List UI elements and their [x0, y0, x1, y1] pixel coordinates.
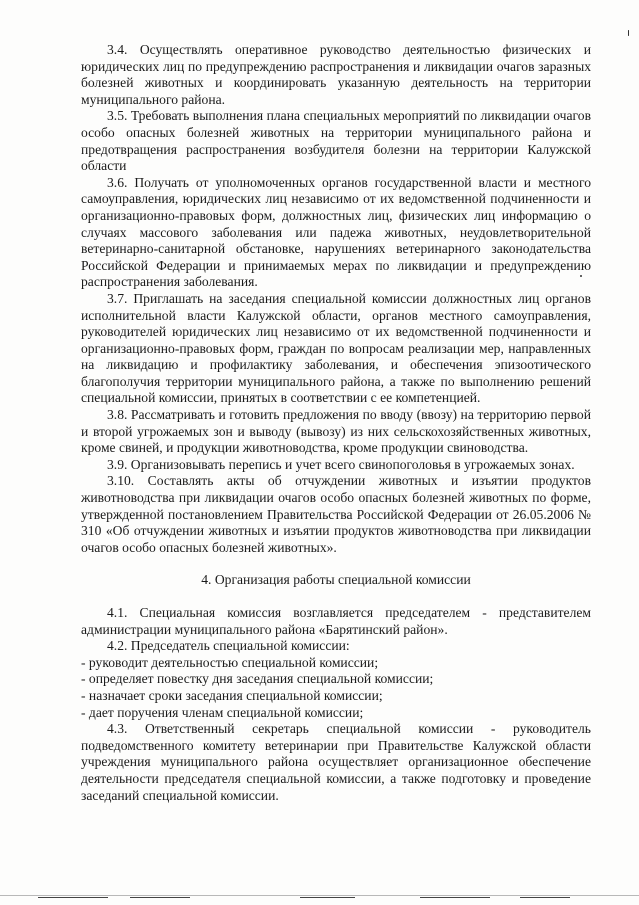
scan-speck [628, 30, 629, 36]
scan-speck [580, 275, 582, 277]
scan-artifact-line [38, 897, 108, 898]
paragraph-3-7: 3.7. Приглашать на заседания специальной комиссии должностных лиц органов исполнительной власти Калужской области, органов местного самоуправления, руководителей юридических лиц независимо от их ведомственной подчиненности и организационно-правовых форм, граждан по вопросам реализации мер, направленных на ликвидацию и профилактику заболевания, и обеспечения эпизоотического благополучия территории муниципального района, а также по выполнению решений специальной комиссии, принятых в соответствии с ее компетенцией. [81, 290, 591, 406]
scan-artifact-line [420, 897, 490, 898]
paragraph-3-10: 3.10. Составлять акты об отчуждении животных и изъятии продуктов животноводства при ликвидации очагов особо опасных болезней животных по форме, утвержденной постановлением Правительства Российской Федерации от 26.05.2006 № 310 «Об отчуждении животных и изъятии продуктов животноводства при ликвидации очагов особо опасных болезней животных». [81, 473, 591, 555]
scan-artifact-line [300, 897, 355, 898]
scan-artifact-line [130, 897, 190, 898]
paragraph-4-2: 4.2. Председатель специальной комиссии: [107, 638, 350, 654]
document-body [81, 42, 591, 804]
paragraph-3-9: 3.9. Организовывать перепись и учет всего свинопоголовья в угрожаемых зонах. [107, 456, 575, 472]
paragraph-3-5: 3.5. Требовать выполнения плана специальных мероприятий по ликвидации очагов особо опасных болезней животных на территории муниципального района и предотвращения распространения возбудителя болезни на территории Калужской области [81, 108, 591, 174]
section-heading: 4. Организация работы специальной комиссии [201, 572, 471, 588]
duty-item: - назначает сроки заседания специальной комиссии; [81, 687, 383, 703]
duty-item: - руководит деятельностью специальной комиссии; [81, 654, 379, 670]
paragraph-4-1: 4.1. Специальная комиссия возглавляется председателем - представителем администрации муниципального района «Барятинский район». [81, 605, 591, 637]
scan-artifact-line [520, 897, 570, 898]
duty-item: - дает поручения членам специальной комиссии; [81, 704, 364, 720]
duty-item: - определяет повестку дня заседания специальной комиссии; [81, 671, 434, 687]
scan-artifact-line [0, 895, 639, 896]
paragraph-3-6: 3.6. Получать от уполномоченных органов государственной власти и местного самоуправления, юридических лиц независимо от их ведомственной подчиненности и организационно-правовых форм, должностных лиц, физических лиц информацию о случаях массового заболевания или падежа животных, неудовлетворительной ветеринарно-санитарной обстановке, нарушениях ветеринарного законодательства Российской Федерации и принимаемых мерах по ликвидации и предупреждению распространения заболевания. [81, 174, 591, 290]
paragraph-3-4: 3.4. Осуществлять оперативное руководство деятельностью физических и юридических лиц по предупреждению распространения и ликвидации очагов заразных болезней животных и координировать указанную деятельность на территории муниципального района. [81, 42, 591, 107]
paragraph-4-3: 4.3. Ответственный секретарь специальной комиссии - руководитель подведомственного комитету ветеринарии при Правительстве Калужской области учреждения муниципального района осуществляет организационное обеспечение деятельности председателя специальной комиссии, а также подготовку и проведение заседаний специальной комиссии. [81, 721, 591, 803]
paragraph-3-8: 3.8. Рассматривать и готовить предложения по вводу (ввозу) на территорию первой и второй угрожаемых зон и выводу (вывозу) из них сельскохозяйственных животных, кроме свиней, и продукции животноводства, кроме продукции свиноводства. [81, 407, 591, 456]
